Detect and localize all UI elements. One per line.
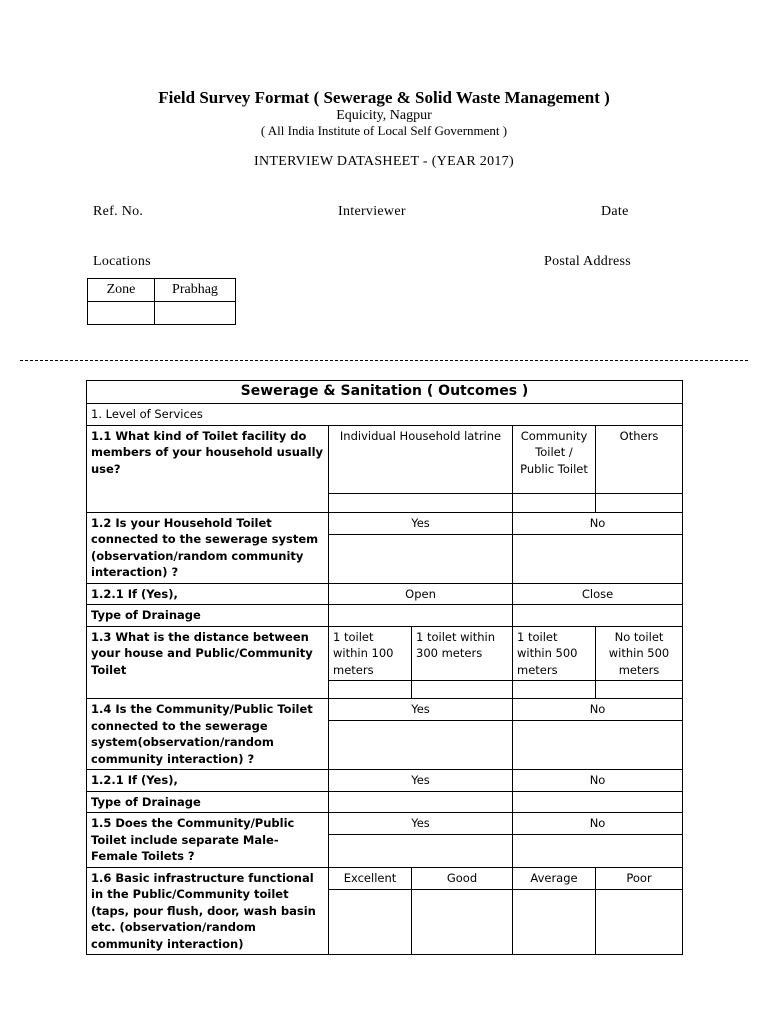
locations-label: Locations: [93, 254, 151, 269]
question-1-2-1: 1.2.1 If (Yes),: [87, 583, 329, 605]
option-good: Good: [412, 867, 513, 889]
option-300-meters: 1 toilet within 300 meters: [412, 626, 513, 681]
option-yes: Yes: [329, 699, 513, 721]
question-1-5: 1.5 Does the Community/Public Toilet include separate Male-Female Toilets ?: [87, 813, 329, 868]
answer-cell[interactable]: [329, 889, 412, 954]
option-others: Others: [596, 425, 683, 493]
ref-no-label: Ref. No.: [93, 204, 144, 219]
date-label: Date: [601, 204, 629, 219]
option-100-meters: 1 toilet within 100 meters: [329, 626, 412, 681]
option-poor: Poor: [596, 867, 683, 889]
option-open: Open: [329, 583, 513, 605]
option-community-toilet: Community Toilet / Public Toilet: [513, 425, 596, 493]
zone-header: Zone: [88, 279, 155, 302]
answer-cell[interactable]: [329, 791, 513, 813]
answer-cell[interactable]: [329, 681, 412, 699]
survey-table: [86, 380, 683, 955]
postal-address-label: Postal Address: [544, 254, 632, 269]
answer-cell[interactable]: [513, 534, 683, 583]
datasheet-heading: INTERVIEW DATASHEET - (YEAR 2017): [254, 154, 514, 169]
option-no: No: [513, 512, 683, 534]
option-no: No: [513, 770, 683, 792]
interviewer-label: Interviewer: [338, 204, 406, 219]
option-yes: Yes: [329, 770, 513, 792]
answer-cell[interactable]: [596, 889, 683, 954]
answer-cell[interactable]: [513, 605, 683, 627]
location-table: [87, 278, 236, 325]
dashed-separator: [20, 360, 748, 361]
answer-cell[interactable]: [329, 493, 513, 512]
prabhag-header: Prabhag: [155, 279, 236, 302]
option-average: Average: [513, 867, 596, 889]
type-of-drainage-label: Type of Drainage: [87, 605, 329, 627]
zone-input-cell[interactable]: [88, 302, 155, 325]
prabhag-input-cell[interactable]: [155, 302, 236, 325]
option-500-meters: 1 toilet within 500 meters: [513, 626, 596, 681]
question-1-4: 1.4 Is the Community/Public Toilet connected to the sewerage system(observation/random community interaction) ?: [87, 699, 329, 770]
option-yes: Yes: [329, 512, 513, 534]
option-no: No: [513, 813, 683, 835]
option-yes: Yes: [329, 813, 513, 835]
answer-cell[interactable]: [329, 721, 513, 770]
answer-cell[interactable]: [329, 605, 513, 627]
answer-cell[interactable]: [596, 681, 683, 699]
answer-cell[interactable]: [513, 791, 683, 813]
answer-cell[interactable]: [596, 493, 683, 512]
answer-cell[interactable]: [412, 681, 513, 699]
option-household-latrine: Individual Household latrine: [329, 425, 513, 493]
answer-cell[interactable]: [412, 889, 513, 954]
answer-cell[interactable]: [513, 835, 683, 867]
option-excellent: Excellent: [329, 867, 412, 889]
table-heading: Sewerage & Sanitation ( Outcomes ): [87, 381, 683, 404]
answer-cell[interactable]: [513, 721, 683, 770]
question-1-3: 1.3 What is the distance between your house and Public/Community Toilet: [87, 626, 329, 699]
option-no-toilet: No toilet within 500 meters: [596, 626, 683, 681]
question-1-1: 1.1 What kind of Toilet facility do members of your household usually use?: [87, 425, 329, 512]
answer-cell[interactable]: [513, 493, 596, 512]
document-title: Field Survey Format ( Sewerage & Solid Waste Management ): [158, 88, 610, 107]
option-no: No: [513, 699, 683, 721]
answer-cell[interactable]: [329, 835, 513, 867]
question-1-2-1-community: 1.2.1 If (Yes),: [87, 770, 329, 792]
institute-name: ( All India Institute of Local Self Government ): [260, 123, 508, 138]
section-level-of-services: 1. Level of Services: [87, 404, 683, 426]
question-1-2: 1.2 Is your Household Toilet connected to the sewerage system (observation/random community interaction) ?: [87, 512, 329, 583]
option-close: Close: [513, 583, 683, 605]
type-of-drainage-label: Type of Drainage: [87, 791, 329, 813]
answer-cell[interactable]: [513, 681, 596, 699]
question-1-6: 1.6 Basic infrastructure functional in the Public/Community toilet (taps, pour flush, door, wash basin etc. (observation/random community interaction): [87, 867, 329, 955]
answer-cell[interactable]: [513, 889, 596, 954]
organization-name: Equicity, Nagpur: [336, 108, 432, 123]
answer-cell[interactable]: [329, 534, 513, 583]
